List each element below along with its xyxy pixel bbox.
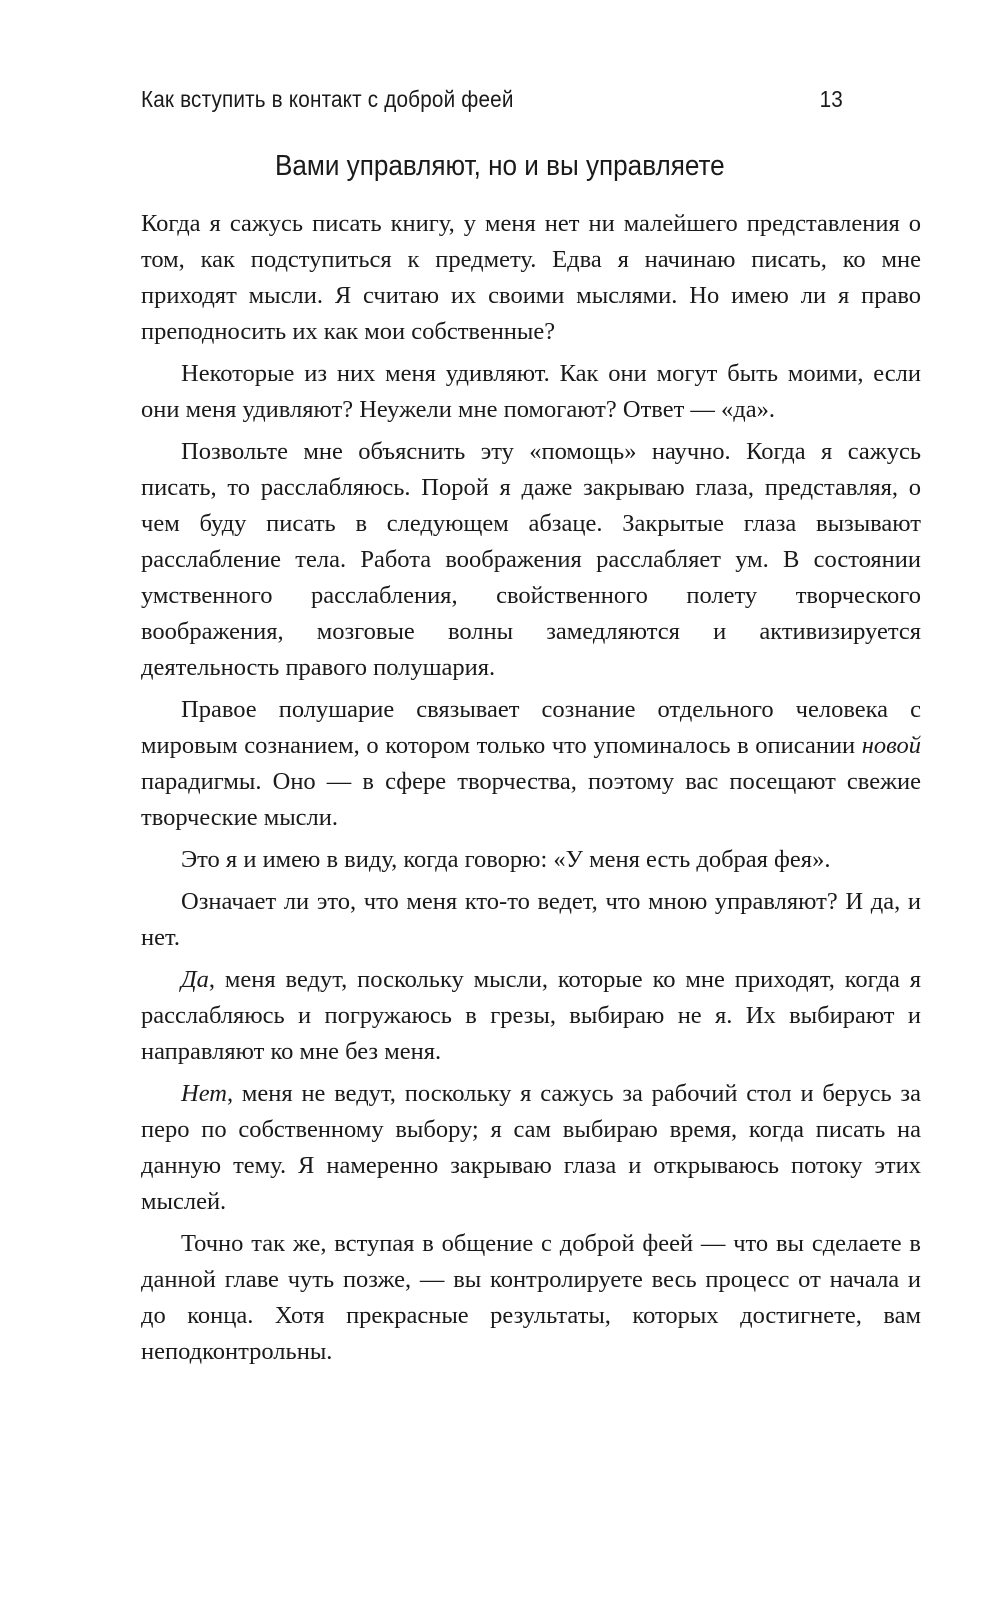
paragraph-text: парадигмы. Оно — в сфере творчества, поэтому вас посещают свежие творческие мысли. xyxy=(141,768,921,831)
running-header-title: Как вступить в контакт с доброй феей xyxy=(141,86,514,112)
emphasis-text: Да xyxy=(181,966,209,993)
paragraph xyxy=(141,692,921,836)
emphasis-text: Нет xyxy=(181,1080,227,1107)
body-text xyxy=(141,206,921,1376)
paragraph: Это я и имею в виду, когда говорю: «У меня есть добрая фея». xyxy=(181,846,831,873)
paragraph: Позвольте мне объяснить эту «помощь» научно. Когда я сажусь писать, то расслабляюсь. Порой я даже закрываю глаза, представляя, о чем буду писать в следующем абзаце. Закрытые глаза вызывают расслабление тела. Работа воображения расслабляет ум. В состоянии умственного расслабления, свойственного полету творческого воображения, мозговые волны замедляются и активизируется деятельность правого полушария. xyxy=(141,438,921,681)
section-heading-text: Вами управляют, но и вы управляете xyxy=(275,150,725,182)
paragraph-text: Правое полушарие связывает сознание отдельного человека с мировым сознанием, о котором только что упоминалось в описании xyxy=(141,696,921,759)
paragraph: Некоторые из них меня удивляют. Как они могут быть моими, если они меня удивляют? Неужели мне помогают? Ответ — «да». xyxy=(141,360,921,423)
paragraph-text: , меня не ведут, поскольку я сажусь за рабочий стол и берусь за перо по собственному выбору; я сам выбираю время, когда писать на данную тему. Я намеренно закрываю глаза и открываюсь потоку этих мыслей. xyxy=(141,1080,921,1215)
section-heading xyxy=(0,150,1000,183)
page-number: 13 xyxy=(819,86,843,112)
emphasis-text: новой xyxy=(861,732,921,759)
paragraph: Точно так же, вступая в общение с доброй феей — что вы сделаете в данной главе чуть позже, — вы контролируете весь процесс от начала и до конца. Хотя прекрасные результаты, которых достигнете, вам неподконтрольны. xyxy=(141,1230,921,1365)
paragraph: Когда я сажусь писать книгу, у меня нет ни малейшего представления о том, как подступиться к предмету. Едва я начинаю писать, ко мне приходят мысли. Я считаю их своими мыслями. Но имею ли я право преподносить их как мои собственные? xyxy=(141,210,921,345)
paragraph xyxy=(141,1076,921,1220)
paragraph: Означает ли это, что меня кто-то ведет, что мною управляют? И да, и нет. xyxy=(141,888,921,951)
paragraph-text: , меня ведут, поскольку мысли, которые ко мне приходят, когда я расслабляюсь и погружаюсь в грезы, выбираю не я. Их выбирают и направляют ко мне без меня. xyxy=(141,966,921,1065)
paragraph xyxy=(141,962,921,1070)
running-header xyxy=(141,86,843,120)
